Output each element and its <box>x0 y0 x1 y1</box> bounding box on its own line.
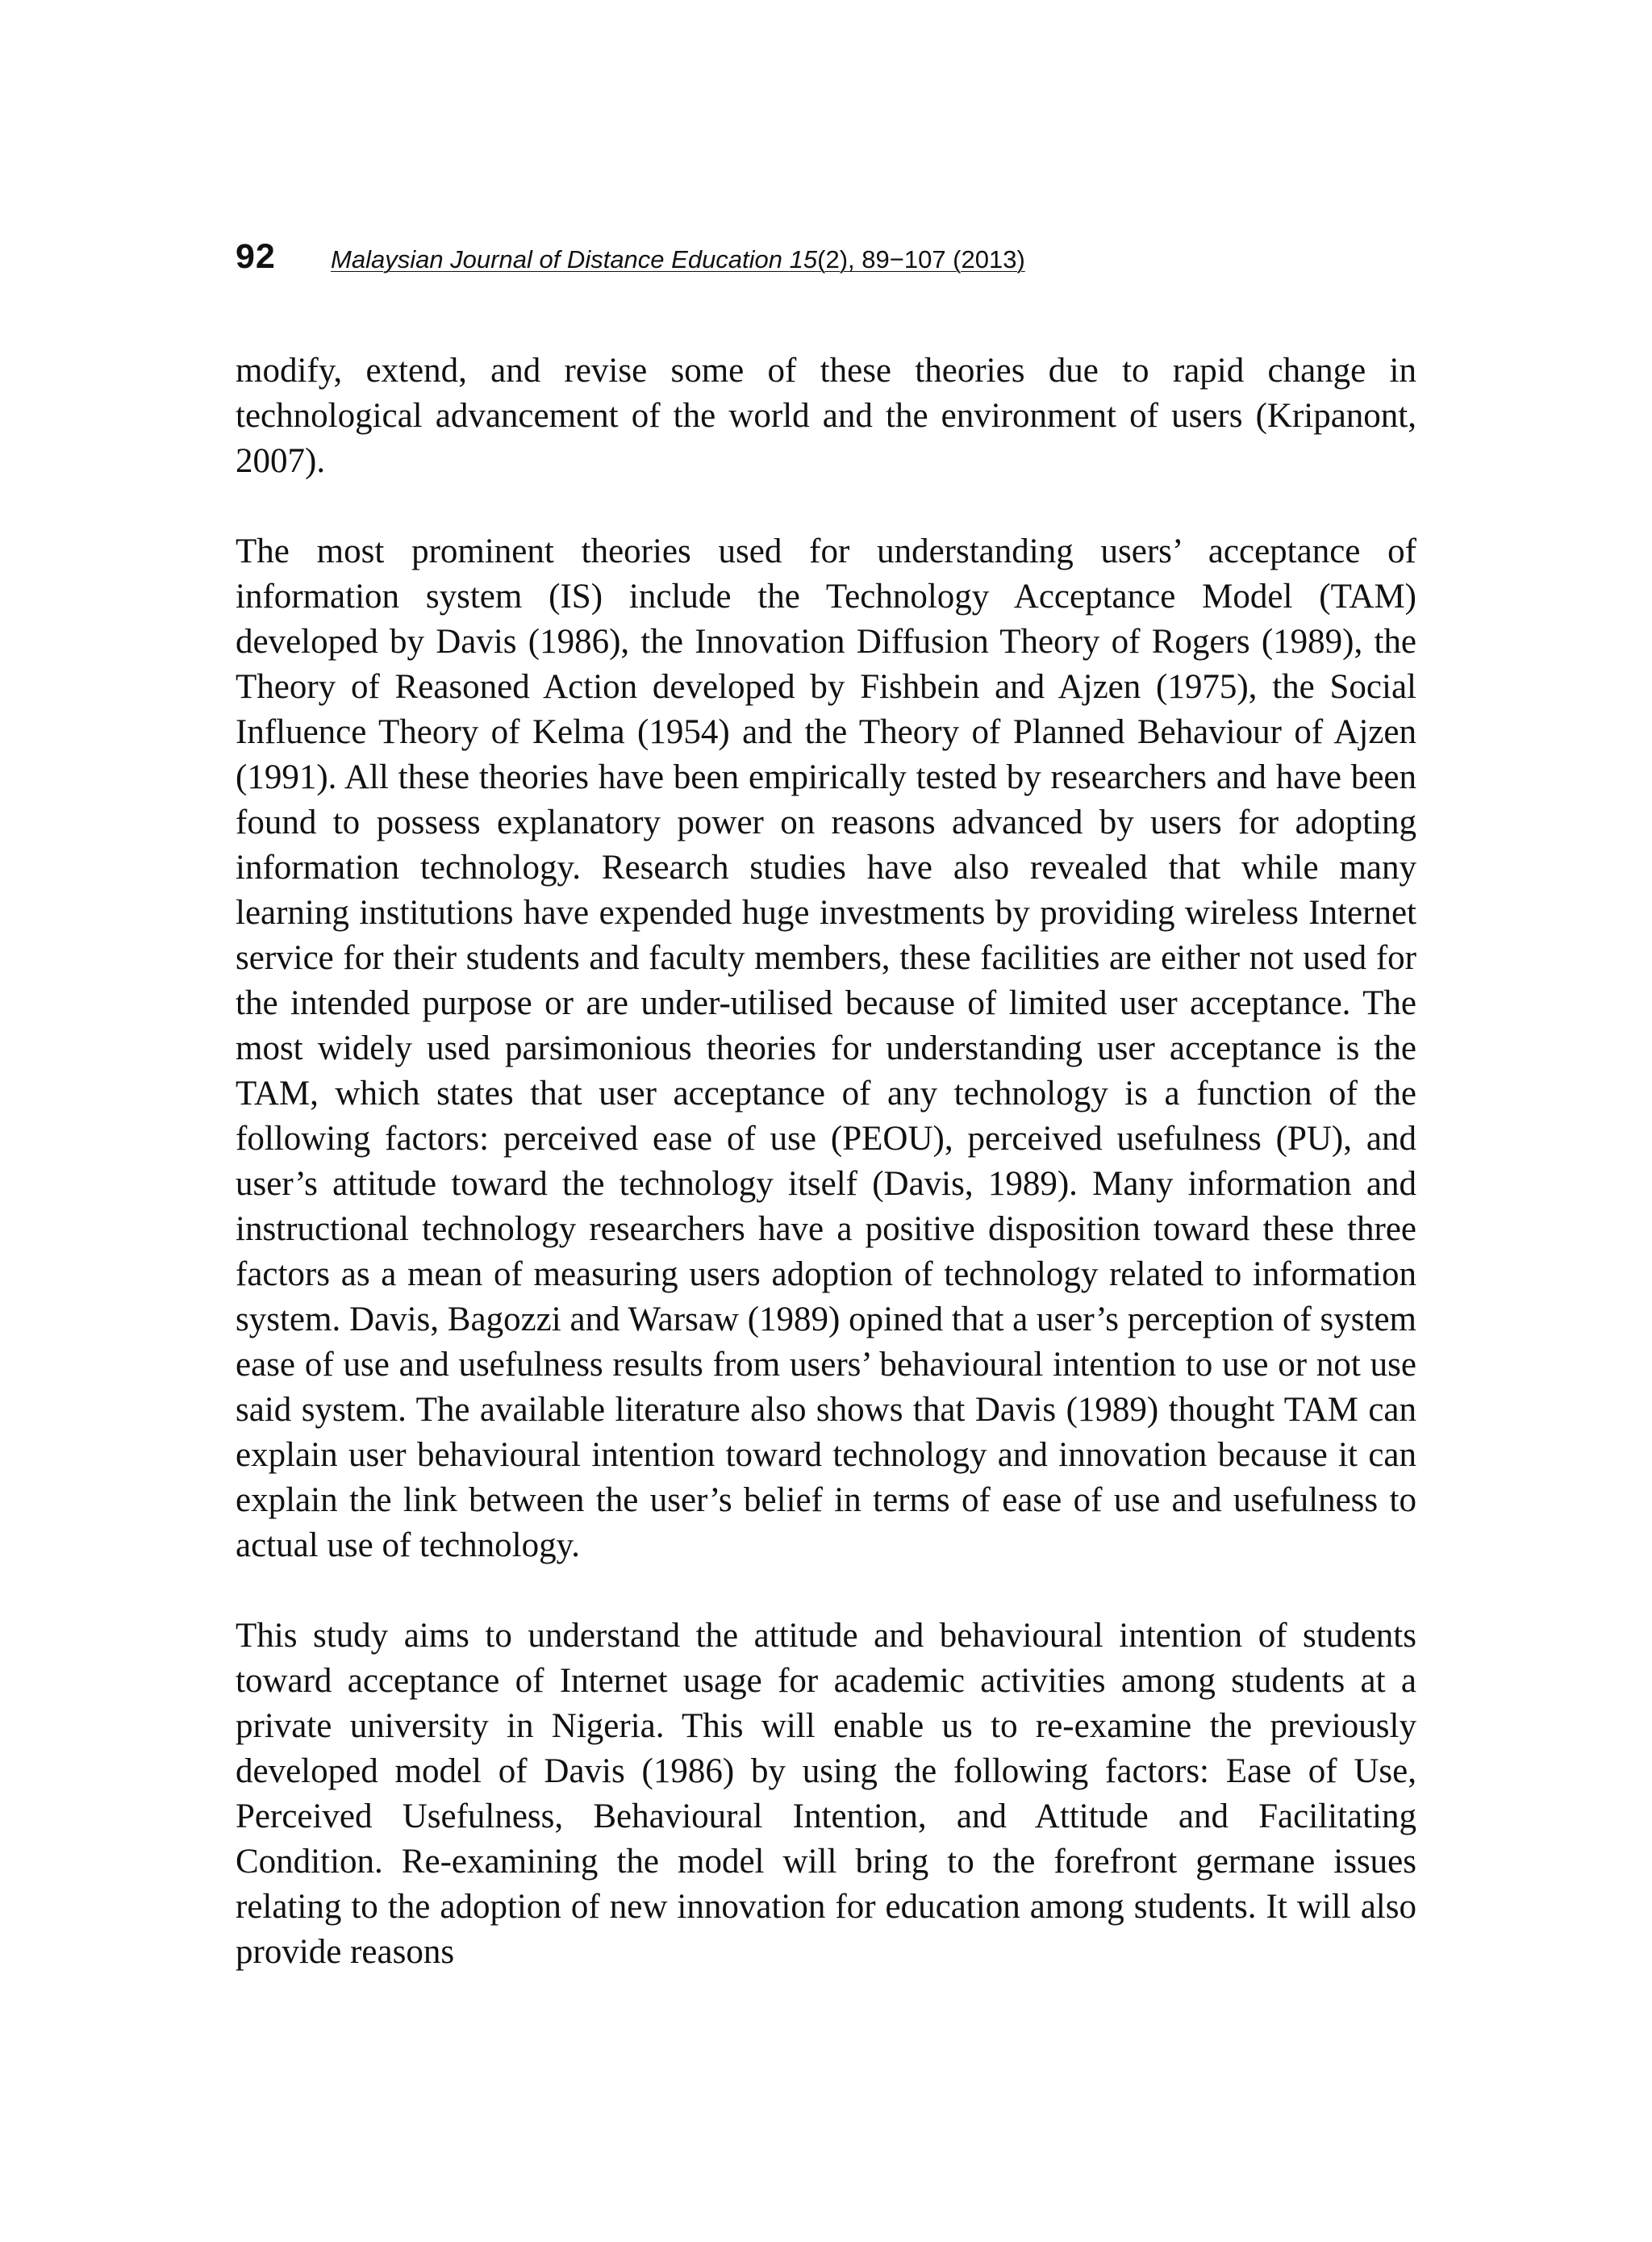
journal-title: Malaysian Journal of Distance Education <box>331 245 783 273</box>
paragraph-theories: The most prominent theories used for understanding users’ acceptance of information system (IS) include the Technology Acceptance Model (TAM) developed by Davis (1986), the Innovation Diffusion Theory of Rogers (1989), the Theory of Reasoned Action developed by Fishbein and Ajzen (1975), the Social Influence Theory of Kelma (1954) and the Theory of Planned Behaviour of Ajzen (1991). All these theories have been empirically tested by researchers and have been found to possess explanatory power on reasons advanced by users for adopting information technology. Research studies have also revealed that while many learning institutions have expended huge investments by providing wireless Internet service for their students and faculty members, these facilities are either not used for the intended purpose or are under-utilised because of limited user acceptance. The most widely used parsimonious theories for understanding user acceptance is the TAM, which states that user acceptance of any technology is a function of the following factors: perceived ease of use (PEOU), perceived usefulness (PU), and user’s attitude toward the technology itself (Davis, 1989). Many information and instructional technology researchers have a positive disposition toward these three factors as a mean of measuring users adoption of technology related to information system. Davis, Bagozzi and Warsaw (1989) opined that a user’s perception of system ease of use and usefulness results from users’ behavioural intention to use or not use said system. The available literature also shows that Davis (1989) thought TAM can explain user behavioural intention toward technology and innovation because it can explain the link between the user’s belief in terms of ease of use and usefulness to actual use of technology. <box>236 532 1416 1564</box>
body-text <box>236 349 1416 1975</box>
journal-issue-pages-year: (2), 89−107 (2013) <box>817 245 1025 273</box>
paragraph-continuation: modify, extend, and revise some of these theories due to rapid change in technological advancement of the world and the environment of users (Kripanont, 2007). <box>236 352 1416 480</box>
running-header <box>236 237 1413 278</box>
journal-volume: 15 <box>789 245 818 273</box>
page-number: 92 <box>236 237 276 276</box>
paragraph-study-aims: This study aims to understand the attitude and behavioural intention of students toward acceptance of Internet usage for academic activities among students at a private university in Nigeria. This will enable us to re-examine the previously developed model of Davis (1986) by using the following factors: Ease of Use, Perceived Usefulness, Behavioural Intention, and Attitude and Facilitating Condition. Re-examining the model will bring to the forefront germane issues relating to the adoption of new innovation for education among students. It will also provide reasons <box>236 1617 1416 1971</box>
journal-citation <box>331 245 1025 274</box>
